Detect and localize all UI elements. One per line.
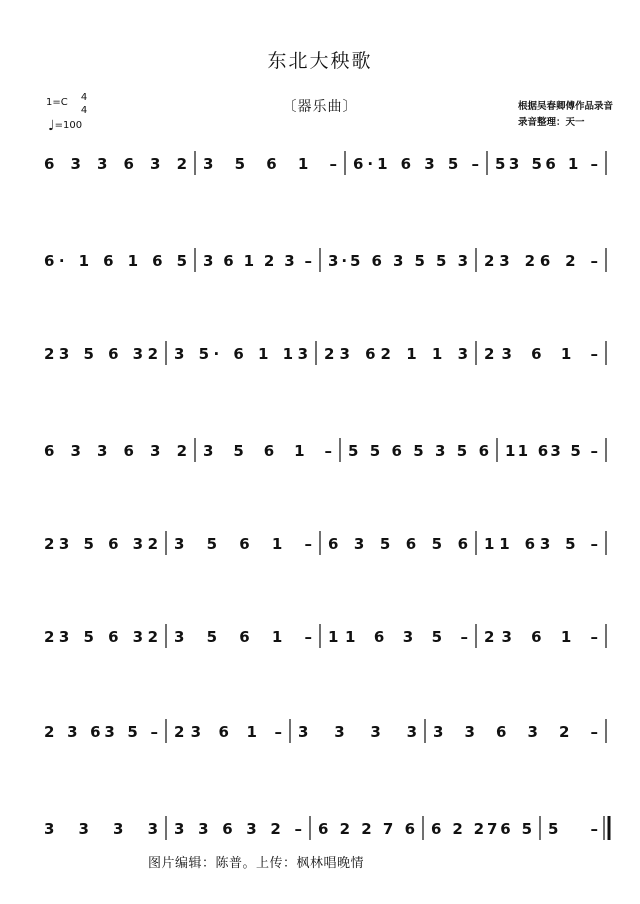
measure-notes: 23 62 1 1 3 <box>324 345 468 363</box>
measure-notes: 5 5 6 5 3 5 6 <box>348 442 489 460</box>
measure-notes: 2 3 63 5 – <box>44 723 158 741</box>
measure-notes: 3 5 6 1 – <box>203 442 332 460</box>
measure-notes: 3 3 3 3 <box>44 820 158 838</box>
measure-notes: 3·5 6 3 5 5 3 <box>328 252 468 270</box>
meter-top: 4 <box>80 92 88 103</box>
measure-notes: 3 5 6 1 – <box>203 155 337 173</box>
measure-notes: 6·1 6 3 5 – <box>353 155 479 173</box>
measure-notes: 23 5 6 32 <box>44 628 158 646</box>
measure-notes: 23 5 6 32 <box>44 345 158 363</box>
measure-notes: 6 2 2 7 6 <box>318 820 415 838</box>
measure-notes: 3 5 6 1 – <box>174 535 312 553</box>
measure-notes: 6 3 5 6 5 6 <box>328 535 468 553</box>
measure-notes: 11 6 3 5 – <box>328 628 468 646</box>
measure-notes: 3 3 6 3 2 – <box>433 723 598 741</box>
measure-notes: 3 5 6 1 – <box>174 628 312 646</box>
song-title: 东北大秧歌 <box>267 50 373 72</box>
key-signature: 1=C <box>46 97 68 108</box>
measure-notes: 23 6 1 – <box>174 723 282 741</box>
song-genre: 〔器乐曲〕 <box>282 99 358 115</box>
measure-notes: 6· 1 6 1 6 5 <box>44 252 187 270</box>
measure-notes: 11 63 5 – <box>484 535 598 553</box>
measure-notes: 6 3 3 6 3 2 <box>44 442 187 460</box>
measure-notes: 5 – <box>548 820 598 838</box>
measure-notes: 6 2 276 5 <box>431 820 532 838</box>
measure-notes: 6 3 3 6 3 2 <box>44 155 187 173</box>
meter-bottom: 4 <box>80 105 88 116</box>
measure-notes: 3 3 3 3 <box>298 723 417 741</box>
measure-notes: 3 5· 6 1 13 <box>174 345 308 363</box>
measure-notes: 23 6 1 – <box>484 345 598 363</box>
credit-source: 根据吴春卿傅作品录音 <box>518 101 614 112</box>
tempo-value: =100 <box>54 120 83 131</box>
measure-notes: 11 63 5 – <box>505 442 598 460</box>
measure-notes: 3 6 1 2 3 – <box>203 252 312 270</box>
quarter-note-icon: ♩ <box>48 118 55 134</box>
measure-notes: 53 56 1 – <box>495 155 598 173</box>
credit-transcriber: 录音整理：天一 <box>518 117 585 128</box>
measure-notes: 23 6 1 – <box>484 628 598 646</box>
measure-notes: 3 3 6 3 2 – <box>174 820 302 838</box>
measure-notes: 23 5 6 32 <box>44 535 158 553</box>
footer-credit: 图片编辑：陈普。上传：枫林唱晚情 <box>148 856 365 871</box>
measure-notes: 23 26 2 – <box>484 252 598 270</box>
